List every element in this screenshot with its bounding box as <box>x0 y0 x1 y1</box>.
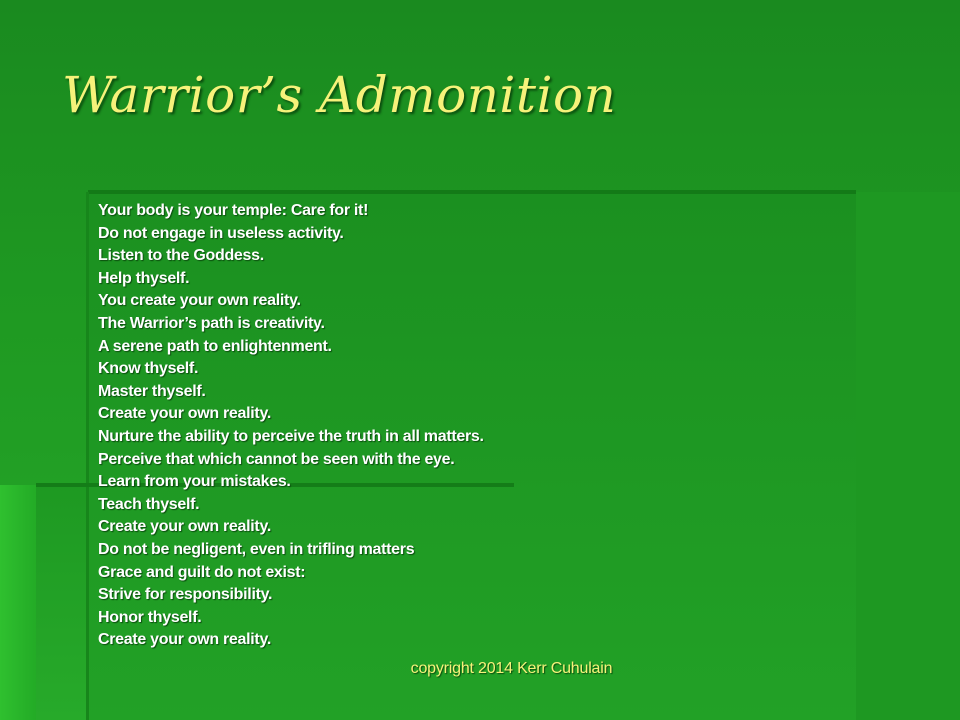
admonition-line: Create your own reality. <box>98 405 272 423</box>
admonition-line: Listen to the Goddess. <box>98 247 264 265</box>
admonition-line: The Warrior’s path is creativity. <box>98 314 325 332</box>
admonition-line: Help thyself. <box>98 269 190 287</box>
admonition-line: Your body is your temple: Care for it! <box>98 202 369 219</box>
decorative-panel-edge-left <box>86 192 89 720</box>
admonition-line: Honor thyself. <box>98 608 202 626</box>
admonition-line: Nurture the ability to perceive the truth in all matters. <box>98 427 484 445</box>
admonition-line: Do not engage in useless activity. <box>98 224 344 242</box>
admonition-line: You create your own reality. <box>98 292 301 310</box>
admonition-line: Master thyself. <box>98 382 206 400</box>
admonition-line: Grace and guilt do not exist: <box>98 563 306 581</box>
decorative-panel-edge-top <box>88 190 856 194</box>
decorative-right-panel <box>856 192 960 720</box>
admonition-line: Do not be negligent, even in trifling matters <box>98 540 415 558</box>
slide-title: Warrior’s Admonition <box>62 66 617 124</box>
admonition-line: Teach thyself. <box>98 495 200 513</box>
admonition-line: Create your own reality. <box>98 631 272 649</box>
decorative-left-strip <box>0 485 36 720</box>
admonition-line: Learn from your mistakes. <box>98 473 291 491</box>
admonition-line: A serene path to enlightenment. <box>98 337 332 355</box>
admonition-line: Create your own reality. <box>98 518 272 536</box>
admonition-line: Perceive that which cannot be seen with the eye. <box>98 450 455 468</box>
admonition-list <box>98 200 484 652</box>
copyright-footer: copyright 2014 Kerr Cuhulain <box>410 660 613 677</box>
admonition-line: Know thyself. <box>98 360 199 378</box>
admonition-line: Strive for responsibility. <box>98 586 273 604</box>
